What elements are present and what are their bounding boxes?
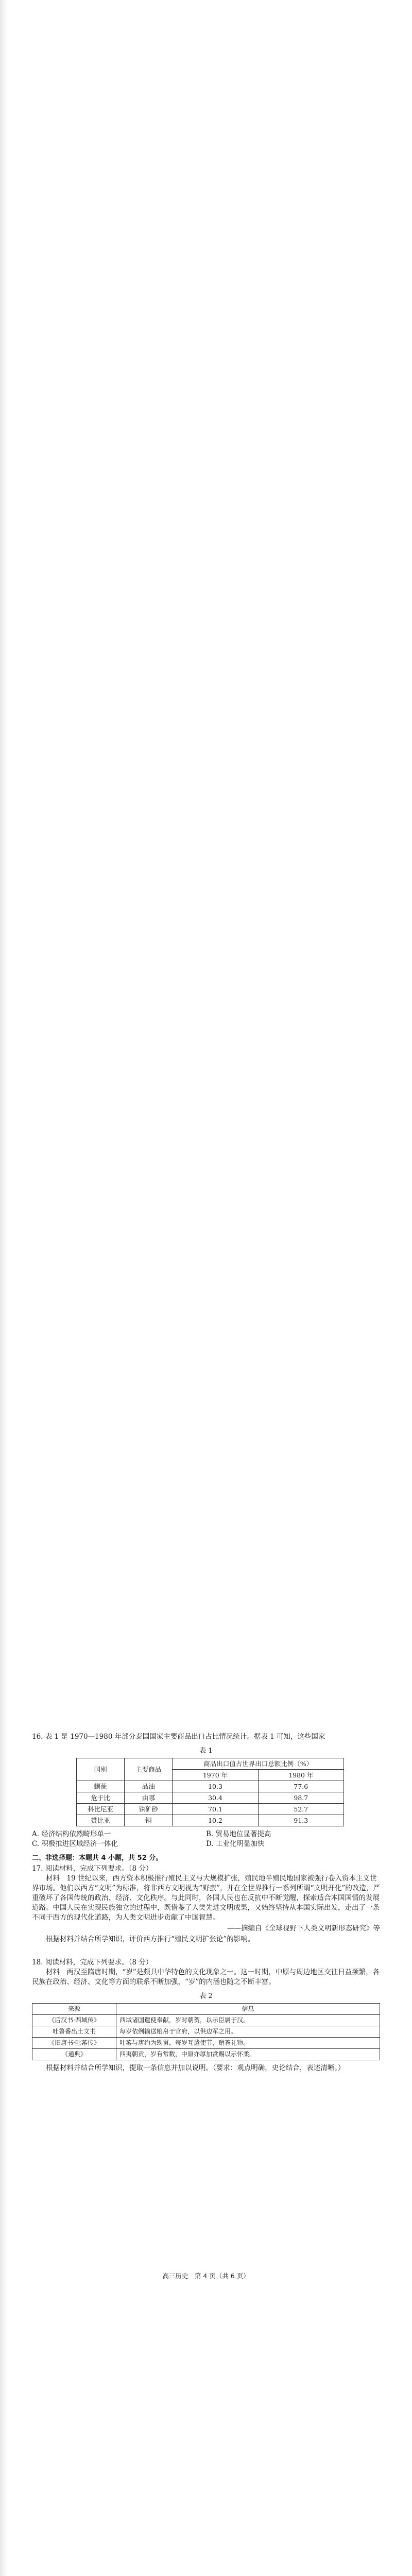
- page-footer: 高三历史 第 4 页（共 6 页）: [162, 2272, 250, 2280]
- section-2-title: 二、非选择题：本题共 4 小题，共 52 分。: [32, 1854, 163, 1862]
- q17-question: 根据材料并结合所学知识，评价西方推行“殖民文明扩张论”的影响。: [46, 1935, 255, 1943]
- table-1-header-row: [77, 1758, 344, 1770]
- table-2: [32, 2003, 380, 2060]
- cell-info: 四夷朝贡，岁有常数，中原亦厚加赏赐以示怀柔。: [116, 2049, 380, 2060]
- answer-space: [32, 1944, 380, 1958]
- q17-material: 材料 19 世纪以来，西方资本积极推行殖民主义与大规模扩张，殖民地半殖民地国家被强行卷入资本主义世界市场。他们以西方“文明”为标准，将非西方文明视为“野蛮”，并在全世界推行一系列所谓“文明开化”的改造，严重破坏了各国传统的政治、经济、文化秩序。与此同时，各国人民也在反抗中不断觉醒，探索适合本国国情的发展道路。中国人民在实现民族独立的过程中，既借鉴了人类先进文明成果，又始终坚持从本国实际出发，走出了一条不同于西方的现代化道路，为人类文明进步贡献了中国智慧。: [32, 1874, 380, 1922]
- cell-source: 《旧唐书·吐蕃传》: [32, 2038, 116, 2049]
- cell-1980: 52.7: [258, 1804, 344, 1815]
- option-d: D. 工业化明显加快: [206, 1840, 265, 1848]
- cell-country: 蜊蔗: [77, 1781, 125, 1792]
- option-a: A. 经济结构依然畸形单一: [32, 1830, 111, 1838]
- table-row: [32, 2026, 380, 2038]
- cell-goods: 铜: [125, 1815, 173, 1826]
- option-b: B. 贸易地位显著提高: [206, 1830, 271, 1838]
- cell-info: 吐蕃与唐约为甥舅，每岁互遣使节，赠答礼物。: [116, 2038, 380, 2049]
- cell-1970: 70.1: [173, 1804, 258, 1815]
- cell-info: 西域诸国遣使奉献，岁时朝贺，以示臣属于汉。: [116, 2015, 380, 2026]
- scan-edge: [0, 0, 7, 2576]
- cell-1980: 98.7: [258, 1792, 344, 1804]
- cell-1980: 77.6: [258, 1781, 344, 1792]
- q17-source: ——摘编自《全球视野下人类文明新形态研究》等: [227, 1924, 380, 1933]
- q16-options: [32, 1829, 380, 1849]
- cell-1980: 91.3: [258, 1815, 344, 1826]
- header-info: 信息: [116, 2004, 380, 2015]
- header-source: 来源: [32, 2004, 116, 2015]
- table-row: [77, 1792, 344, 1804]
- q16-stem: 16. 表 1 是 1970—1980 年部分泰国国家主要商品出口占比情况统计。据表 1 可知，这些国家: [32, 1733, 325, 1741]
- cell-source: 《后汉书·西域传》: [32, 2015, 116, 2026]
- cell-country: 危于比: [77, 1792, 125, 1804]
- table-2-header-row: [32, 2004, 380, 2015]
- table-row: [32, 2015, 380, 2026]
- q18-material: 材料 两汉至隋唐时期，“岁”是颇具中华特色的文化现象之一。这一时期，中原与周边地区交往日益频繁，各民族在政治、经济、文化等方面的联系不断加强，“岁”的内涵也随之不断丰富。: [32, 1968, 380, 1986]
- cell-country: 赞比亚: [77, 1815, 125, 1826]
- header-1980: 1980 年: [258, 1770, 344, 1781]
- cell-1970: 10.3: [173, 1781, 258, 1792]
- option-c: C. 积极推进区域经济一体化: [32, 1840, 118, 1848]
- q18-stem: 18. 阅读材料，完成下列要求。（8 分）: [32, 1958, 153, 1967]
- header-country: 国别: [77, 1758, 125, 1781]
- cell-info: 每岁依例输送粮帛于官府，以供边军之用。: [116, 2026, 380, 2038]
- cell-1970: 10.2: [173, 1815, 258, 1826]
- header-share-group: 商品出口值占世界出口总额比例（%）: [173, 1758, 344, 1770]
- table-row: [77, 1815, 344, 1826]
- cell-source: 《通典》: [32, 2049, 116, 2060]
- cell-source: 吐鲁番出土文书: [32, 2026, 116, 2038]
- table-row: [32, 2049, 380, 2060]
- q17-stem: 17. 阅读材料，完成下列要求。（8 分）: [32, 1865, 153, 1873]
- table-2-caption: 表 2: [199, 1992, 213, 2000]
- q18-question: 根据材料并结合所学知识，提取一条信息并加以说明。（要求：观点明确，史论结合，表述清晰。）: [46, 2064, 345, 2072]
- table-row: [77, 1804, 344, 1815]
- table-1-caption: 表 1: [199, 1747, 213, 1755]
- header-1970: 1970 年: [173, 1770, 258, 1781]
- cell-goods: 由哪: [125, 1792, 173, 1804]
- cell-goods: 铢矿砂: [125, 1804, 173, 1815]
- table-row: [77, 1781, 344, 1792]
- question-16: [32, 1732, 380, 2073]
- header-main-goods: 主要商品: [125, 1758, 173, 1781]
- table-1: [76, 1758, 344, 1826]
- cell-1970: 30.4: [173, 1792, 258, 1804]
- table-row: [32, 2038, 380, 2049]
- cell-goods: 品油: [125, 1781, 173, 1792]
- cell-country: 科比尼亚: [77, 1804, 125, 1815]
